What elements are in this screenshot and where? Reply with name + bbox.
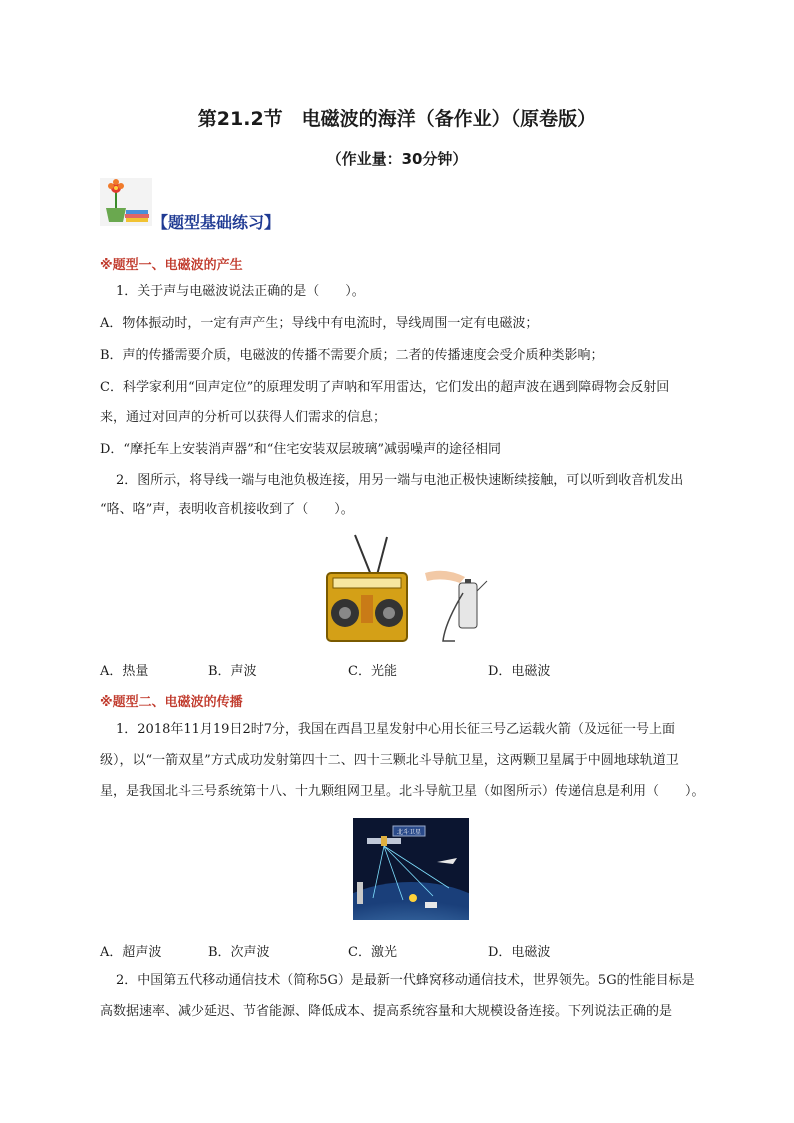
option-d: D．“摩托车上安装消声器”和“住宅安装双层玻璃”减弱噪声的途径相同 [100, 442, 502, 457]
option-c: C．光能 [348, 664, 397, 679]
option-a: A．超声波 [100, 945, 162, 960]
question-stem-cont: 星，是我国北斗三号系统第十八、十九颗组网卫星。北斗导航卫星（如图所示）传递信息是利用（ ）。 [100, 784, 705, 799]
question-stem-cont: 级），以“一箭双星”方式成功发射第四十二、四十三颗北斗导航卫星，这两颗卫星属于中圆地球轨道卫 [100, 753, 679, 768]
question-stem: 1．关于声与电磁波说法正确的是（ ）。 [116, 284, 365, 299]
section-header: 【题型基础练习】 [152, 213, 281, 232]
doc-subtitle: （作业量：30分钟） [326, 150, 468, 168]
question-stem: 2．图所示，将导线一端与电池负极连接，用另一端与电池正极快速断续接触，可以听到收音机发出 [116, 473, 684, 488]
flower-books-icon [100, 178, 152, 226]
question-stem-cont: 高数据速率、减少延迟、节省能源、降低成本、提高系统容量和大规模设备连接。下列说法正确的是 [100, 1004, 673, 1019]
option-a: A．物体振动时，一定有声产生；导线中有电流时，导线周围一定有电磁波； [100, 316, 539, 331]
option-b: B．声波 [208, 664, 257, 679]
option-b: B．次声波 [208, 945, 270, 960]
option-b: B．声的传播需要介质，电磁波的传播不需要介质；二者的传播速度会受介质种类影响； [100, 348, 604, 363]
option-d: D．电磁波 [488, 945, 551, 960]
option-a: A．热量 [100, 664, 149, 679]
satellite-label: 北斗卫星 [396, 829, 422, 836]
question-stem-cont: “咯、咯”声，表明收音机接收到了（ ）。 [100, 502, 354, 517]
option-c-cont: 来，通过对回声的分析可以获得人们需求的信息； [100, 410, 387, 425]
topic-heading-1: ※题型一、电磁波的产生 [100, 258, 243, 273]
beidou-satellite-figure [353, 818, 469, 920]
option-c: C．激光 [348, 945, 397, 960]
radio-battery-figure [325, 533, 495, 648]
question-stem: 2．中国第五代移动通信技术（简称5G）是最新一代蜂窝移动通信技术，世界领先。5G的性能目标是 [116, 973, 695, 988]
option-d: D．电磁波 [488, 664, 551, 679]
doc-title: 第21.2节 电磁波的海洋（备作业）（原卷版） [197, 108, 597, 130]
option-c: C．科学家利用“回声定位”的原理发明了声呐和军用雷达，它们发出的超声波在遇到障碍物会反射回 [100, 380, 670, 395]
question-stem: 1．2018年11月19日2时7分，我国在西昌卫星发射中心用长征三号乙运载火箭（及远征一号上面 [116, 722, 675, 737]
topic-heading-2: ※题型二、电磁波的传播 [100, 695, 243, 710]
